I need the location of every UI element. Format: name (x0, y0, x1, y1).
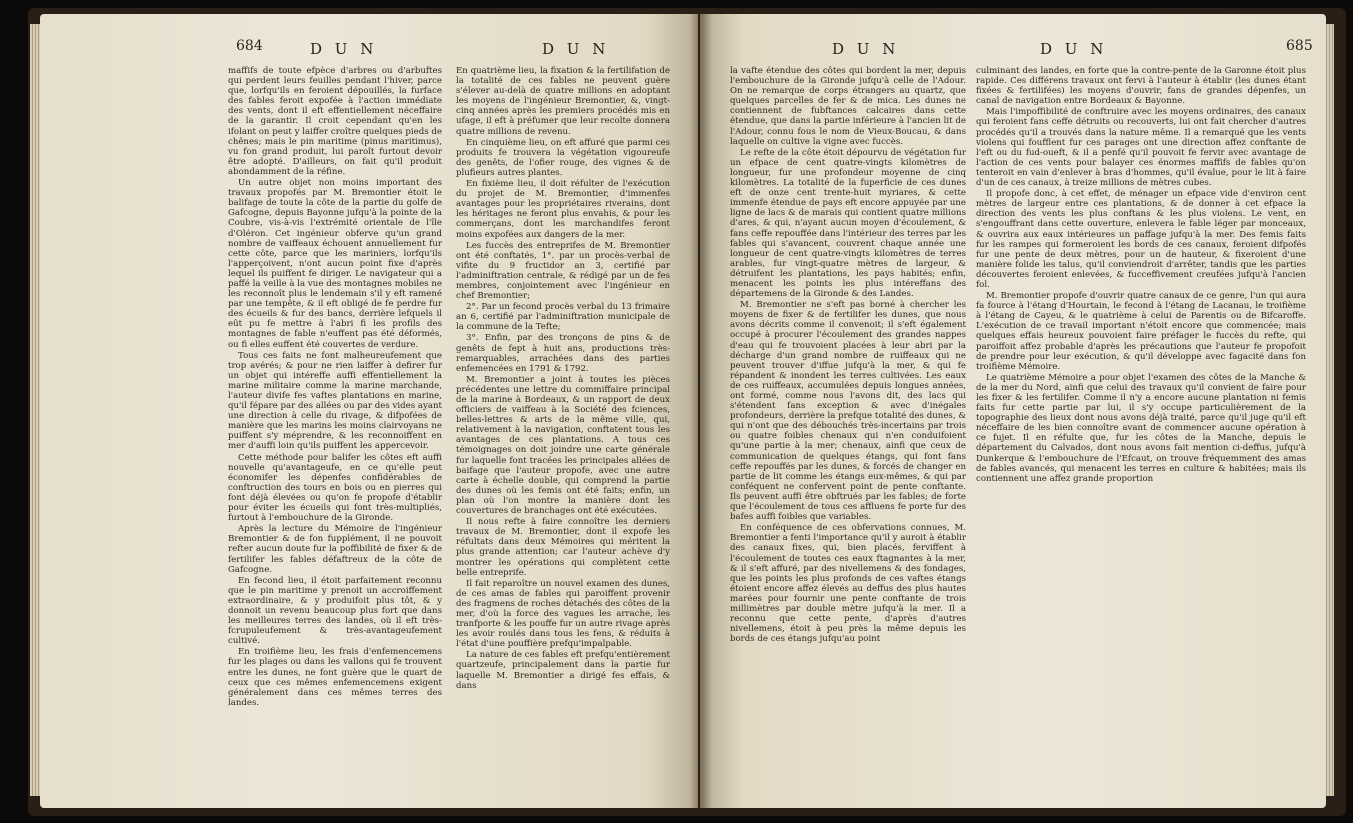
paragraph: Le quatrième Mémoire a pour objet l'examen des côtes de la Manche & de la mer du Nord, ainfi que celui des travaux qu'il convient de faire pour les fixer & les fertilifer. Comme il n'y a encore aucune plantation ni femis faits fur cette partie par lui, il s'y occupe particulièrement de la topographie des lieux dont nous avons déjà traité, parce qu'il juge qu'il eft néceffaire de les bien connoître avant de commencer aucune opération à ce fujet. Il en réfulte que, fur les côtes de la Manche, depuis le département du Calvados, dont nous avons fait mention ci-deffus, jufqu'à Dunkerque & l'embouchure de l'Efcaut, on trouve fréquemment des amas de fables avancés, qui menacent les terres en culture & habitées; mais ils contiennent une affez grande proportion (976, 372, 1306, 484)
paragraph: La nature de ces fables eft prefqu'entièrement quartzeufe, principalement dans la partie fur laquelle M. Bremontier a dirigé fes effais, & dans (456, 650, 670, 691)
right-page (700, 14, 1326, 808)
paragraph: culminant des landes, en forte que la contre-pente de la Garonne étoit plus rapide. Ces différens travaux ont fervi à l'auteur à établir (les dunes étant fixées & fertilifées) les moyens d'ouvrir, fans de grandes dépenfes, un canal de navigation entre Bordeaux & Bayonne. (976, 66, 1306, 107)
page-number-right: 685 (1286, 38, 1313, 54)
paragraph: M. Bremontier propofe d'ouvrir quatre canaux de ce genre, l'un qui aura fa fource à l'étang d'Hourtain, le fecond à l'étang de Lacanau, le troifième à l'étang de Cayeu, & le quatrième à celui de Parentis ou de Bifcaroffe. L'exécution de ce travail important n'étoit encore que commencée; mais quelques effais heureux pouvoient faire préfager le fuccès du refte, qui paroiffoit affez probable d'après les précautions que l'auteur fe propofoit de prendre pour leur exécution, & qu'il développe avec fagacité dans fon troifième Mémoire. (976, 291, 1306, 372)
column-left-2 (456, 66, 670, 796)
paragraph: Cette méthode pour balifer les côtes eft auffi nouvelle qu'avantageufe, en ce qu'elle peut économifer les dépenfes confidérables de conftruction des tours en bois ou en pierres qui font déjà élevées ou qu'on fe propofe d'établir pour éviter les écueils qui font très-multipliés, furtout à l'embouchure de la Gironde. (228, 452, 442, 524)
paragraph: En conféquence de ces obfervations connues, M. Bremontier a fenti l'importance qu'il y auroit à établir des canaux fixes, qui, bien placés, ferviffent à l'écoulement de toutes ces eaux ftagnantes à la mer, & il s'eft affuré, par des nivellemens & des fondages, que les points les plus profonds de ces vaftes étangs étoient encore affez élevés au deffus des plus hautes marées pour fournir une pente conftante de trois millimètres par double mètre jufqu'à la mer. Il a reconnu que cette pente, d'après d'autres nivellemens, étoit à peu près la même depuis les bords de ces étangs jufqu'au point (730, 523, 966, 645)
column-right-2 (976, 66, 1306, 796)
paragraph: Le refte de la côte étoit dépourvu de végétation fur un efpace de cent quatre-vingts kilomètres de longueur, fur une profondeur moyenne de cinq kilomètres. La totalité de la fuperficie de ces dunes eft de onze cent trente-huit myriares, & cette immenfe étendue de pays eft encore appuyée par une ligne de lacs & de marais qui contient quatre millions d'ares, & qui, n'ayant aucun moyen d'écoulement, & fans ceffe repouffée dans l'intérieur des terres par les fables qui s'avancent, couvrent chaque année une longueur de cent quatre-vingts kilomètres de terres arables, fur vingt-quatre mètres de largeur, & détruifent les plantations, les pays habités; enfin, menacent les points les plus intéreffans des départemens de la Gironde & des Landes. (730, 147, 966, 300)
paragraph: 2°. Par un fecond procès verbal du 13 frimaire an 6, certifié par l'adminiftration municipale de la commune de la Tefte; (456, 302, 670, 333)
page-number-left: 684 (236, 38, 263, 54)
running-header-left-1: D U N (310, 40, 378, 58)
paragraph: Après la lecture du Mémoire de l'ingénieur Bremontier & de fon fupplément, il ne pouvoit refter aucun doute fur la poffibilité de fixer & de fertilifer les fables défaftreux de la côte de Gafcogne. (228, 524, 442, 575)
paragraph: Les fuccès des entreprifes de M. Bremontier ont été conftatés, 1°. par un procès-verbal de vifite du 9 fructidor an 3, certifié par l'adminiftration centrale, & rédigé par un de fes membres, conjointement avec l'ingénieur en chef Bremontier; (456, 240, 670, 302)
paragraph: 3°. Enfin, par des tronçons de pins & de genêts de fept à huit ans, productions très-remarquables, arrachées dans des parties enfemencées en 1791 & 1792. (456, 333, 670, 374)
paragraph: Il nous refte à faire connoître les derniers travaux de M. Bremontier, dont il expofe les réfultats dans deux Mémoires qui méritent la plus grande attention; car l'auteur achève d'y montrer les opérations qui complètent cette belle entreprife. (456, 517, 670, 578)
paragraph: Il propofe donc, à cet effet, de ménager un efpace vide d'environ cent mètres de largeur entre ces plantations, & de donner à cet efpace la direction des vents les plus conftans & les plus violens. Le vent, en s'engouffrant dans cette ouverture, enlevera le fable léger par monceaux, & ouvrira aux eaux intérieures un paffage jufqu'à la mer. Des femis faits fur les rampes qui formeroient les bords de ces canaux, feroient difpofés fur une pente de deux mètres, pour un de hauteur, & fixeroient d'une manière folide les talus, qu'il conviendroit d'arrêter, tandis que les parties découvertes feroient enlevées, & fucceffivement creufées jufqu'à l'ancien fol. (976, 189, 1306, 290)
paragraph: En fixième lieu, il doit réfulter de l'exécution du projet de M. Bremontier, d'immenfes avantages pour les propriétaires riverains, dont les héritages ne feront plus envahis, & pour les commerçans, dont les marchandifes feront moins expofées aux dangers de la mer. (456, 179, 670, 240)
running-header-left-2: D U N (542, 40, 610, 58)
paragraph: maffifs de toute efpèce d'arbres ou d'arbuftes qui perdent leurs feuilles pendant l'hiver, parce que, lorfqu'ils en feroient dépouillés, la furface des fables feroit expofée à l'action immédiate des vents, dont il eft effentiellement néceffaire de la garantir. Il croit cependant qu'en les ifolant on peut y laiffer croître quelques pieds de chênes; mais le pin maritime (pinus maritimus), vu fon grand produit, lui paroît furtout devoir être adopté. D'ailleurs, on fait qu'il produit abondamment de la réfine. (228, 66, 442, 177)
paragraph: En cinquième lieu, on eft affuré que parmi ces produits fe trouvera la végétation vigoureufe des genêts, de l'ofier rouge, des vignes & de plufieurs autres plantes. (456, 137, 670, 178)
paragraph: En fecond lieu, il étoit parfaitement reconnu que le pin maritime y prenoit un accroiffement extraordinaire, & y produifoit plus tôt, & y donnoit un revenu beaucoup plus fort que dans les meilleures terres des landes, où il eft très-fcrupuleufement & très-avantageufement cultivé. (228, 575, 442, 647)
paragraph: En troifième lieu, les frais d'enfemencemens fur les plages ou dans les vallons qui fe trouvent entre les dunes, ne font guère que le quart de ceux que ces mêmes enfemencemens exigent généralement dans ces mêmes terres des landes. (228, 647, 442, 708)
paragraph: M. Bremontier a joint à toutes les pièces précédentes une lettre du commiffaire principal de la marine à Bordeaux, & un rapport de deux officiers de vaiffeau à la Société des fciences, belles-lettres & arts de la même ville, qui, relativement à la navigation, conftatent tous les avantages de ces plantations. A tous ces témoignages on doit joindre une carte générale fur laquelle font tracées les principales allées de baifage que l'auteur propofe, avec une autre carte à échelle double, qui comprend la partie des dunes où les femis ont été faits; enfin, un plan où l'on montre la manière dont les couvertures de branchages ont été exécutées. (456, 374, 670, 517)
paragraph: Tous ces faits ne font malheureufement que trop avérés; & pour ne rien laiffer à defirer fur un objet qui intéreffe auffi effentiellement la marine militaire comme la marine marchande, l'auteur divife fes vaftes plantations en marine, qu'il fépare par des allées ou par des vides ayant une direction à celle du rivage, & difpofées de manière que les marins les moins clairvoyans ne puiffent s'y méprendre, & les reconnoiffent en mer d'auffi loin qu'ils puiffent les appercevoir. (228, 350, 442, 452)
running-header-right-1: D U N (832, 40, 900, 58)
paragraph: En quatrième lieu, la fixation & la fertilifation de la totalité de ces fables ne peuvent guère s'élever au-delà de quatre millions en adoptant les moyens de l'ingénieur Bremontier, &, vingt-cinq années après les premiers procédés mis en ufage, il eft à préfumer que leur recolte donnera quatre millions de revenu. (456, 66, 670, 137)
paragraph: la vafte étendue des côtes qui bordent la mer, depuis l'embouchure de la Gironde jufqu'à celle de l'Adour. On ne remarque de corps étrangers au quartz, que quelques parcelles de fer & de mica. Les dunes ne contiennent de fubftances calcaires dans cette étendue, que dans la partie inférieure à l'ancien lit de l'Adour, connu fous le nom de Vieux-Boucau, & dans laquelle on cultive la vigne avec fuccès. (730, 66, 966, 147)
paragraph: M. Bremontier ne s'eft pas borné à chercher les moyens de fixer & de fertilifer les dunes, que nous avons décrits comme il convenoit; il s'eft également occupé à procurer l'écoulement des grandes nappes d'eau qui fe trouvoient placées à leur abri par la décharge d'un grand nombre de ruiffeaux qui ne peuvent trouver d'iffue jufqu'à la mer, & qui fe répandent & inondent les terres cultivées. Les eaux de ces ruiffeaux, accumulées depuis longues années, ont formé, comme nous l'avons dit, des lacs qui s'étendent fans exception & avec d'inégales profondeurs, derrière la prefque totalité des dunes, & qui n'ont que des débouchés très-incertains par trois ou quatre foibles chenaux qui n'en conduifoient qu'une partie à la mer; chenaux, ainfi que ceux de communication de quelques étangs, qui font fans ceffe repouffés par les dunes, & forcés de changer en partie de lit comme les étangs eux-mêmes, & qui par conféquent ne confervent point de pente conftante. Ils peuvent auffi être obftrués par les fables; de forte que l'écoulement de tous ces affluens fe porte fur des bafes auffi foibles que variables. (730, 300, 966, 523)
running-header-right-2: D U N (1040, 40, 1108, 58)
paragraph: Mais l'impoffibilité de conftruire avec les moyens ordinaires, des canaux qui feroient fans ceffe détruits ou recouverts, lui ont fait chercher d'autres procédés qu'il a trouvés dans la nature même. Il a remarqué que les vents violens qui foufflent fur ces parages ont une direction affez conftante de l'eft ou du fud-oueft, & il a penfé qu'il pouvoit fe fervir avec avantage de l'action de ces vents pour balayer ces énormes maffifs de fables qu'on tenteroit en vain d'enlever à bras d'hommes, qu'il évalue, pour le lit à faire d'un de ces canaux, à treize millions de mètres cubes. (976, 107, 1306, 189)
left-page (40, 14, 698, 808)
paragraph: Un autre objet non moins important des travaux propofés par M. Bremontier étoit le balifage de toute la côte de la partie du golfe de Gafcogne, depuis Bayonne jufqu'à la pointe de la Coubre, vis-à-vis l'extrémité orientale de l'île d'Oléron. Cet ingénieur obferve qu'un grand nombre de vaiffeaux échouent annuellement fur cette côte, parce que les mariniers, lorfqu'ils l'apperçoivent, n'ont aucun point fixe d'après lequel ils puiffent fe diriger. Le navigateur qui a paffé la veille à la vue des montagnes mobiles ne les reconnoît plus le lendemain s'il y eft ramené par une tempête, & il eft obligé de fe perdre fur des écueils & fur des bancs, derrière lefquels il eût pu fe mettre à l'abri fi les profils des montagnes de fable n'euffent pas été déformés, ou fi elles euffent été couvertes de verdure. (228, 178, 442, 350)
column-left-1 (228, 66, 442, 796)
column-right-1 (730, 66, 966, 796)
paragraph: Il fait reparoître un nouvel examen des dunes, de ces amas de fables qui paroiffent provenir des fragmens de roches détachés des côtes de la mer, d'où la force des vagues les arrache, les tranfporte & les pouffe fur un autre rivage après les avoir roulés dans tous les fens, & réduits à l'état d'une pouffière prefqu'impalpable. (456, 578, 670, 650)
book-gutter (690, 14, 712, 808)
